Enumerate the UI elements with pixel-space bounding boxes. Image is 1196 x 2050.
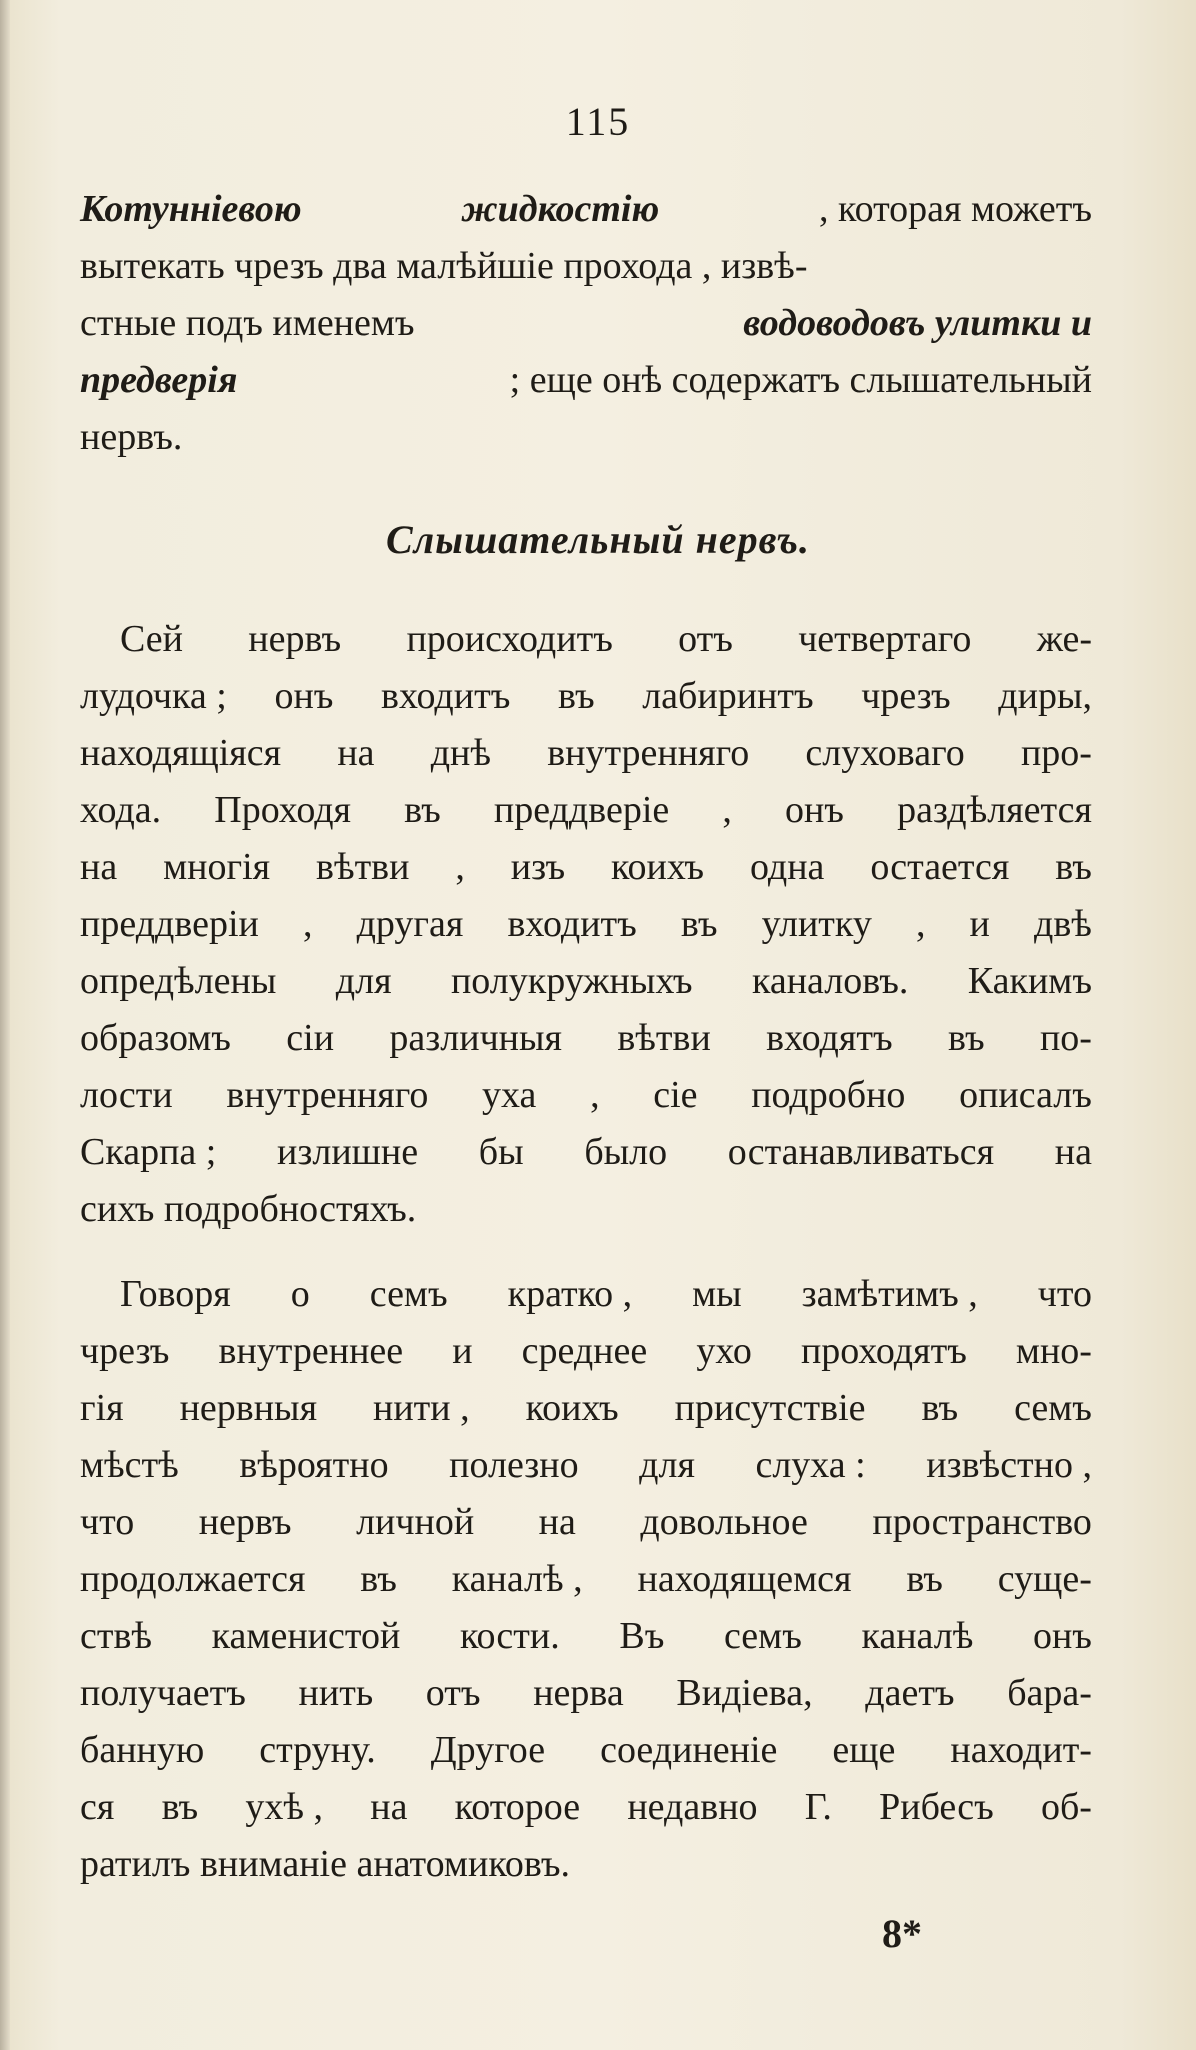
word: внутренняго [547, 732, 750, 774]
word: Г. [804, 1786, 832, 1828]
word: получаетъ [80, 1672, 246, 1714]
word: ухѣ , [245, 1786, 324, 1828]
word: кратко , [507, 1273, 633, 1315]
word: каналѣ , [451, 1558, 583, 1600]
word: что [1037, 1273, 1092, 1315]
text-line [80, 734, 1092, 791]
text-line [80, 962, 1092, 1019]
word: на [538, 1501, 576, 1543]
word: для [639, 1444, 695, 1486]
text-line [80, 1275, 1092, 1332]
word: и [969, 903, 990, 945]
word: на [370, 1786, 408, 1828]
word: нити , [373, 1387, 470, 1429]
word: слуховаго [805, 732, 965, 774]
word: диры, [998, 675, 1092, 717]
word: продолжается [80, 1558, 306, 1600]
word: вѣроятно [239, 1444, 389, 1486]
paragraph-2 [80, 1275, 1092, 1902]
word: Въ [619, 1615, 665, 1657]
italic-term: водоводовъ улитки и [743, 302, 1092, 344]
word: струну. [259, 1729, 376, 1771]
word: присутствіе [674, 1387, 866, 1429]
word: слуха : [755, 1444, 866, 1486]
text-line [80, 677, 1092, 734]
word: нерва [533, 1672, 624, 1714]
word: мы [692, 1273, 742, 1315]
word: гія [80, 1387, 124, 1429]
word: преддверіи [80, 903, 259, 945]
word: еще [832, 1729, 896, 1771]
word: , [590, 1074, 600, 1116]
word: довольное [640, 1501, 808, 1543]
word: для [335, 960, 392, 1002]
word: семъ [369, 1273, 448, 1315]
word: вѣтви [617, 1017, 711, 1059]
word: другая [356, 903, 464, 945]
word: въ [161, 1786, 199, 1828]
word: изъ [510, 846, 566, 888]
word: подробно [751, 1074, 906, 1116]
word: внутренняго [226, 1074, 429, 1116]
word: мѣстѣ [80, 1444, 179, 1486]
text-line [80, 620, 1092, 677]
word: полукружныхъ [450, 960, 693, 1002]
word: двѣ [1034, 903, 1092, 945]
word: нервъ [198, 1501, 292, 1543]
word: въ [557, 675, 595, 717]
word: Проходя [214, 789, 352, 831]
word: находящемся [637, 1558, 852, 1600]
word: входитъ [507, 903, 637, 945]
word: , [302, 903, 313, 945]
word: каналовъ. [751, 960, 909, 1002]
word: находящіяся [80, 732, 282, 774]
word: каменистой [211, 1615, 401, 1657]
word: въ [360, 1558, 397, 1600]
text-line [80, 1617, 1092, 1674]
word: , [722, 789, 732, 831]
word: среднее [521, 1330, 648, 1372]
word: улитку [761, 903, 872, 945]
word: въ [404, 789, 441, 831]
text-line [80, 418, 1092, 475]
text-line [80, 1560, 1092, 1617]
text-line [80, 1389, 1092, 1446]
text-line [80, 1133, 1092, 1190]
word: замѣтимъ , [801, 1273, 978, 1315]
word: входятъ [766, 1017, 893, 1059]
word: коихъ [525, 1387, 619, 1429]
word: извѣстно , [926, 1444, 1092, 1486]
word: чрезъ [80, 1330, 170, 1372]
word: что [80, 1501, 135, 1543]
text-line [80, 304, 1092, 361]
word: излишне [277, 1131, 419, 1173]
word: полезно [449, 1444, 579, 1486]
word: въ [1055, 846, 1092, 888]
word: уха [482, 1074, 537, 1116]
text-line [80, 791, 1092, 848]
text-line [80, 1076, 1092, 1133]
italic-term: жидкостію [461, 188, 660, 230]
word: соединеніе [600, 1729, 778, 1771]
word: происходитъ [406, 618, 613, 660]
word: входитъ [381, 675, 511, 717]
word: лудочка ; [80, 675, 227, 717]
word: по- [1039, 1017, 1092, 1059]
italic-term: предверія [80, 359, 238, 401]
word: , [915, 903, 926, 945]
word: , [455, 846, 465, 888]
section-heading: Слышательный нервъ. [385, 517, 811, 562]
opening-text-block [80, 190, 1092, 475]
word: описалъ [959, 1074, 1092, 1116]
word: раздѣляется [897, 789, 1092, 831]
text-line: ратилъ вниманіе анатомиковъ. [80, 1843, 570, 1885]
word: ся [80, 1786, 115, 1828]
word: отъ [678, 618, 733, 660]
word: Другое [430, 1729, 546, 1771]
text-run: , которая можетъ [819, 188, 1092, 230]
word: Рибесъ [879, 1786, 994, 1828]
word: преддверіе [493, 789, 670, 831]
word: нервныя [179, 1387, 318, 1429]
word: которое [454, 1786, 581, 1828]
word: чрезъ [861, 675, 951, 717]
word: бы [478, 1131, 524, 1173]
word: про- [1020, 732, 1092, 774]
word: въ [947, 1017, 985, 1059]
word: Видіева, [676, 1672, 813, 1714]
word: недавно [627, 1786, 758, 1828]
word: коихъ [611, 846, 705, 888]
word: семъ [1014, 1387, 1092, 1429]
word: вѣтви [316, 846, 410, 888]
word: сіе [653, 1074, 698, 1116]
word: на [80, 846, 118, 888]
word: мно- [1015, 1330, 1092, 1372]
text-line [80, 905, 1092, 962]
word: Говоря [120, 1273, 231, 1315]
word: опредѣлены [80, 960, 277, 1002]
word: въ [921, 1387, 959, 1429]
word: въ [680, 903, 718, 945]
word: онъ [784, 789, 844, 831]
word: на [1054, 1131, 1092, 1173]
word: каналѣ [861, 1615, 974, 1657]
word: об- [1040, 1786, 1092, 1828]
text-line [80, 1674, 1092, 1731]
word: о [290, 1273, 310, 1315]
italic-term: Котунніевою [80, 188, 302, 230]
word: пространство [872, 1501, 1092, 1543]
text-line [80, 1019, 1092, 1076]
word: четвертаго [798, 618, 972, 660]
word: различныя [389, 1017, 563, 1059]
word: было [584, 1131, 668, 1173]
word: ухо [696, 1330, 752, 1372]
word: лабиринтъ [642, 675, 814, 717]
word: ствѣ [80, 1615, 153, 1657]
word: одна [749, 846, 825, 888]
word: семъ [723, 1615, 802, 1657]
text-line [80, 1788, 1092, 1845]
text-run: стные подъ именемъ [80, 302, 415, 344]
text-line [80, 361, 1092, 418]
word: на [337, 732, 375, 774]
page-number: 115 [565, 99, 631, 144]
word: личной [356, 1501, 475, 1543]
word: проходятъ [800, 1330, 967, 1372]
text-line [80, 1503, 1092, 1560]
text-line [80, 1332, 1092, 1389]
text-run: вытекать чрезъ два малѣйшіе прохода , извѣ- [80, 245, 808, 287]
text-line [80, 848, 1092, 905]
word: Сей [120, 618, 184, 660]
paragraph-1 [80, 620, 1092, 1247]
word: кости. [459, 1615, 560, 1657]
text-run: нервъ. [80, 416, 183, 458]
word: въ [906, 1558, 943, 1600]
word: образомъ [80, 1017, 231, 1059]
word: суще- [997, 1558, 1092, 1600]
text-line [80, 190, 1092, 247]
word: онъ [274, 675, 334, 717]
word: нить [298, 1672, 374, 1714]
word: многія [163, 846, 271, 888]
text-line [80, 247, 1092, 304]
word: даетъ [865, 1672, 955, 1714]
word: внутреннее [218, 1330, 404, 1372]
word: онъ [1032, 1615, 1092, 1657]
page-edge-shadow [0, 0, 10, 2050]
word: банную [80, 1729, 205, 1771]
text-line [80, 1446, 1092, 1503]
text-line [80, 1731, 1092, 1788]
word: сіи [286, 1017, 335, 1059]
word: и [452, 1330, 473, 1372]
word: бара- [1007, 1672, 1092, 1714]
text-line: сихъ подробностяхъ. [80, 1188, 417, 1230]
word: находит- [950, 1729, 1092, 1771]
word: остается [870, 846, 1010, 888]
word: же- [1036, 618, 1092, 660]
word: нервъ [248, 618, 342, 660]
word: лости [80, 1074, 173, 1116]
signature-mark: 8* [882, 1911, 922, 1956]
word: днѣ [430, 732, 492, 774]
text-run: ; еще онѣ содержатъ слышательный [509, 359, 1092, 401]
word: Какимъ [967, 960, 1092, 1002]
word: останавливаться [727, 1131, 995, 1173]
word: отъ [425, 1672, 481, 1714]
word: хода. [80, 789, 162, 831]
word: Скарпа ; [80, 1131, 217, 1173]
